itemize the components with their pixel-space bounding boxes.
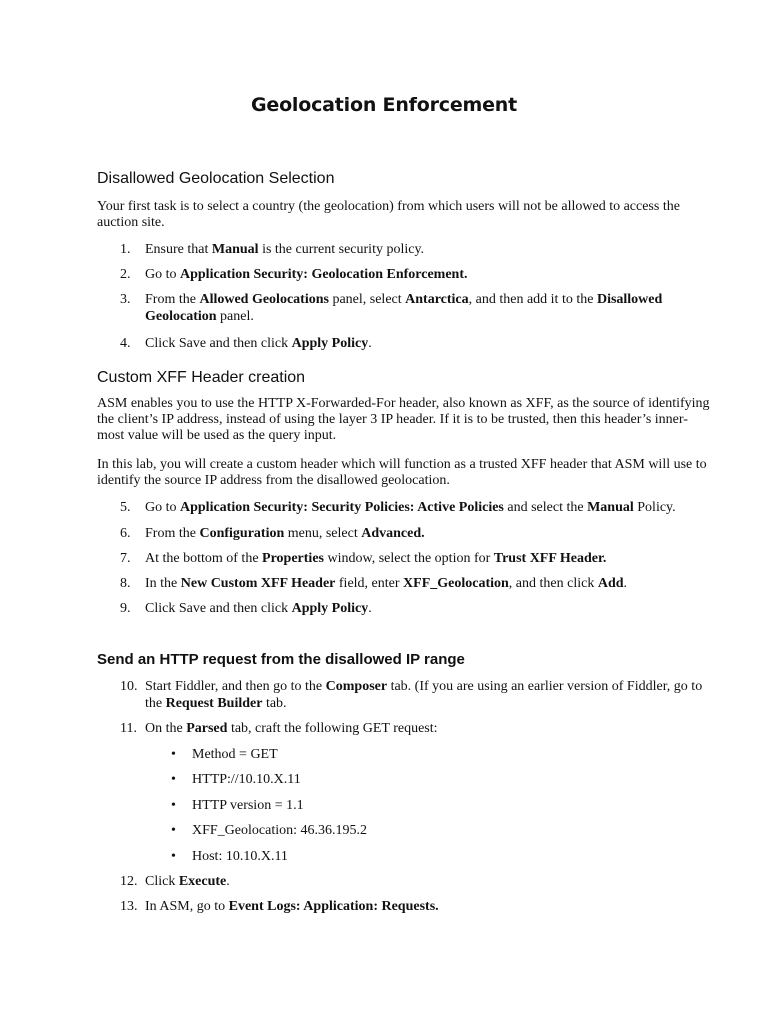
document-title: Geolocation Enforcement [250, 94, 517, 116]
bullet-dot-icon: • [171, 823, 176, 838]
section-heading-send-http-request: Send an HTTP request from the disallowed IP range [97, 651, 465, 668]
bullet-dot-icon: • [171, 849, 176, 864]
document-page: Geolocation Enforcement Disallowed Geolocation Selection Your first task is to select a country (the geolocation) from which users will not be allowed to access the auction site. 1. Ensure that Manual is the current security policy. 2. Go to Application Security: Geolocation Enforcement. 3. From the Allowed Geolocations panel, select Antarctica, and then add it to the Disallowed Geolocation panel. 4. Click Save and then click Apply Policy. Custom XFF Header creation ASM enables you to use the HTTP X-Forwarded-For header, also known as XFF, as the source of identifying the client’s IP address, instead of using the layer 3 IP header. If it is to be trusted, then this header’s inner-most value will be used as the query input. In this lab, you will create a custom header which will function as a trusted XFF header that ASM will use to identify the source IP address from the disallowed geolocation. 5. Go to Application Security: Security Policies: Active Policies and select the Manual Policy. 6. From the Configuration menu, select Advanced. 7. At the bottom of the Properties window, select the option for Trust XFF Header. 8. In the New Custom XFF Header field, enter XFF_Geolocation, and then click Add. 9. Click Save and then click Apply Policy. Send an HTTP request from the disallowed IP range 10. Start Fiddler, and then go to the Composer tab. (If you are using an earlier version of Fiddler, go to the Request Builder tab. 11. On the Parsed tab, craft the following GET request: • Method = GET • HTTP://10.10.X.11 • HTTP version = 1.1 • XFF_Geolocation: 46.36.195.2 • Host: 10.10.X.11 12. Click Execute. 13. In ASM, go to Event Logs: Application: Requests. [0, 0, 768, 1024]
section-heading-custom-xff: Custom XFF Header creation [97, 369, 306, 386]
section-intro-paragraph: Your first task is to select a country (the geolocation) from which users will not be allowed to access the auction site. [97, 199, 680, 230]
section-paragraph: ASM enables you to use the HTTP X-Forwarded-For header, also known as XFF, as the source of identifying the client’s IP address, instead of using the layer 3 IP header. If it is to be trusted, then this header’s inner-most value will be used as the query input. [97, 396, 710, 443]
section-heading-disallowed-geolocation: Disallowed Geolocation Selection [97, 170, 335, 187]
bullet-dot-icon: • [171, 747, 176, 762]
bullet-dot-icon: • [171, 798, 176, 813]
bullet-dot-icon: • [171, 772, 176, 787]
section-paragraph: In this lab, you will create a custom header which will function as a trusted XFF header that ASM will use to identify the source IP address from the disallowed geolocation. [97, 457, 707, 488]
